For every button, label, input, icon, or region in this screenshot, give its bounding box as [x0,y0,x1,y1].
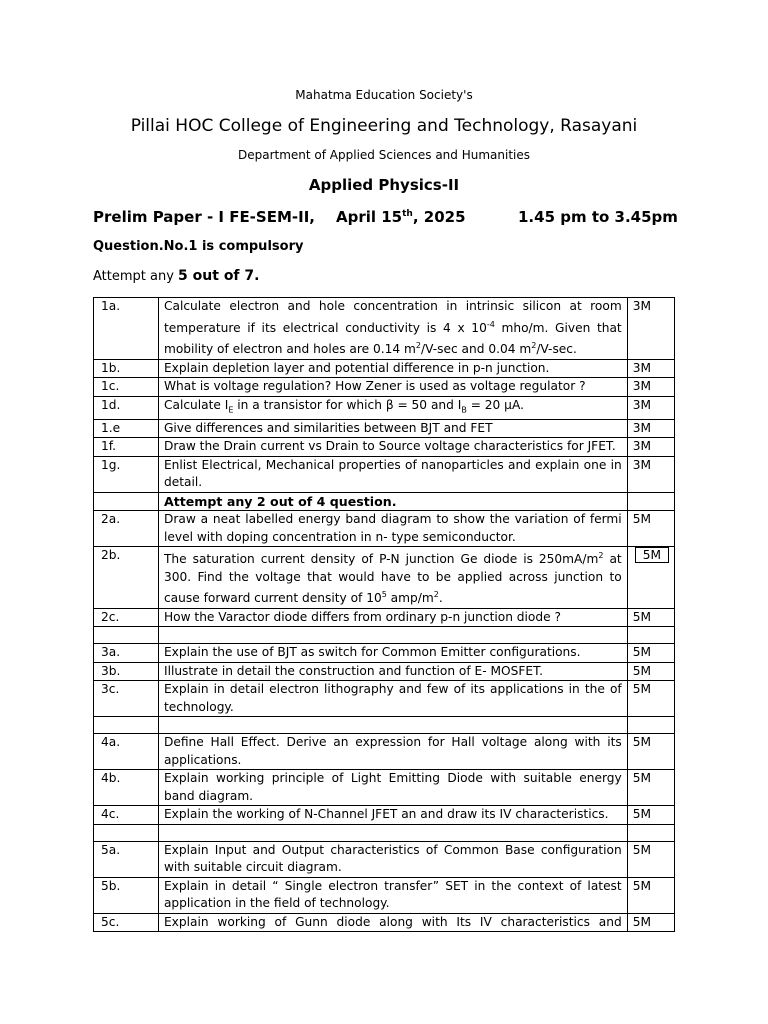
question-marks: 5M [627,734,674,770]
table-row [94,734,675,770]
question-text: Explain working principle of Light Emitting Diode with suitable energy band diagram. [158,770,627,806]
blank-row [94,717,675,734]
question-marks: 3M [627,396,674,419]
table-row [94,359,675,378]
question-marks: 3M [627,419,674,438]
question-number: 4c. [94,806,159,825]
table-row [94,662,675,681]
question-marks: 3M [627,359,674,378]
table-row [94,438,675,457]
question-text: Explain the use of BJT as switch for Common Emitter configurations. [158,644,627,663]
question-text: Explain in detail electron lithography and few of its applications in the of technology. [158,681,627,717]
question-number: 2c. [94,608,159,627]
table-row [94,456,675,492]
question-number: 4a. [94,734,159,770]
section-heading-row [94,492,675,511]
table-row [94,608,675,627]
table-row [94,806,675,825]
question-marks: 5M [627,511,674,547]
question-text: Explain Input and Output characteristics of Common Base configuration with suitable circuit diagram. [158,841,627,877]
table-row [94,913,675,932]
question-number: 2b. [94,547,159,609]
question-number: 3b. [94,662,159,681]
question-number: 1.e [94,419,159,438]
section-instruction: Attempt any 2 out of 4 question. [158,492,627,511]
table-row [94,419,675,438]
question-number: 1a. [94,298,159,360]
question-text: Illustrate in detail the construction and function of E- MOSFET. [158,662,627,681]
question-number: 1d. [94,396,159,419]
question-marks: 5M [627,608,674,627]
question-text: Explain the working of N-Channel JFET an and draw its IV characteristics. [158,806,627,825]
question-number: 1f. [94,438,159,457]
question-number: 2a. [94,511,159,547]
exam-date: April 15th, 2025 [336,208,466,226]
question-number: 1c. [94,378,159,397]
college-name: Pillai HOC College of Engineering and Technology, Rasayani [130,116,638,136]
question-text: Explain in detail “ Single electron transfer” SET in the context of latest application in the field of technology. [158,877,627,913]
table-row [94,877,675,913]
question-number: 3a. [94,644,159,663]
question-text: What is voltage regulation? How Zener is used as voltage regulator ? [158,378,627,397]
compulsory-instruction: Question.No.1 is compulsory [93,239,304,254]
question-marks: 5M [627,681,674,717]
table-row [94,644,675,663]
blank-row [94,627,675,644]
table-row [94,378,675,397]
question-text: Enlist Electrical, Mechanical properties of nanoparticles and explain one in detail. [158,456,627,492]
society-name: Mahatma Education Society's [295,88,473,102]
question-text: How the Varactor diode differs from ordinary p-n junction diode ? [158,608,627,627]
question-text: Define Hall Effect. Derive an expression for Hall voltage along with its applications. [158,734,627,770]
question-marks: 5M [627,841,674,877]
table-row [94,298,675,360]
question-marks: 3M [627,378,674,397]
blank-row [94,824,675,841]
table-row [94,681,675,717]
question-number: 1b. [94,359,159,378]
question-number: 1g. [94,456,159,492]
question-number: 4b. [94,770,159,806]
question-number: 3c. [94,681,159,717]
question-marks: 5M [627,806,674,825]
question-number: 5a. [94,841,159,877]
question-text: Calculate electron and hole concentration in intrinsic silicon at room temperature if its electrical conductivity is 4 x $10^{-4}$ mho/m. Given that mobility of electron and holes are 0.14 $m^2/V-\sec$ and 0.04 $m^2/V-\sec$. [158,298,627,360]
table-row [94,841,675,877]
question-marks: 5M [627,770,674,806]
question-text: Draw the Drain current vs Drain to Source voltage characteristics for JFET. [158,438,627,457]
attempt-instruction: Attempt any 5 out of 7. [93,268,260,284]
table-row [94,547,675,609]
question-marks: 5M [627,662,674,681]
question-marks: 3M [627,298,674,360]
table-row [94,770,675,806]
table-row [94,511,675,547]
question-marks: 5M [627,877,674,913]
question-number: 5b. [94,877,159,913]
question-marks [627,547,674,609]
subject-title: Applied Physics-II [308,176,460,194]
question-marks: 5M [627,913,674,932]
boxed-marks: 5M [635,547,669,563]
question-text: Draw a neat labelled energy band diagram to show the variation of fermi level with doping concentration in n- type semiconductor. [158,511,627,547]
questions-table [93,297,675,932]
question-text: Calculate $I_E$ in a transistor for which β = 50 and $I_B = 20$ μA. [158,396,627,419]
question-text: Explain working of Gunn diode along with Its IV characteristics and [158,913,627,932]
paper-title: Prelim Paper - I FE-SEM-II, [93,208,315,226]
table-row [94,396,675,419]
question-text: Give differences and similarities between BJT and FET [158,419,627,438]
question-number: 5c. [94,913,159,932]
department-name: Department of Applied Sciences and Humanities [238,148,530,162]
question-text: Explain depletion layer and potential difference in p-n junction. [158,359,627,378]
question-marks: 5M [627,644,674,663]
question-marks: 3M [627,438,674,457]
question-text: The saturation current density of P-N junction Ge diode is $250mA/m^2$ at 300. Find the voltage that would have to be applied across junction to cause forward current density of $10^5$ amp/$m^2$. [158,547,627,609]
exam-time: 1.45 pm to 3.45pm [518,208,678,226]
question-marks: 3M [627,456,674,492]
